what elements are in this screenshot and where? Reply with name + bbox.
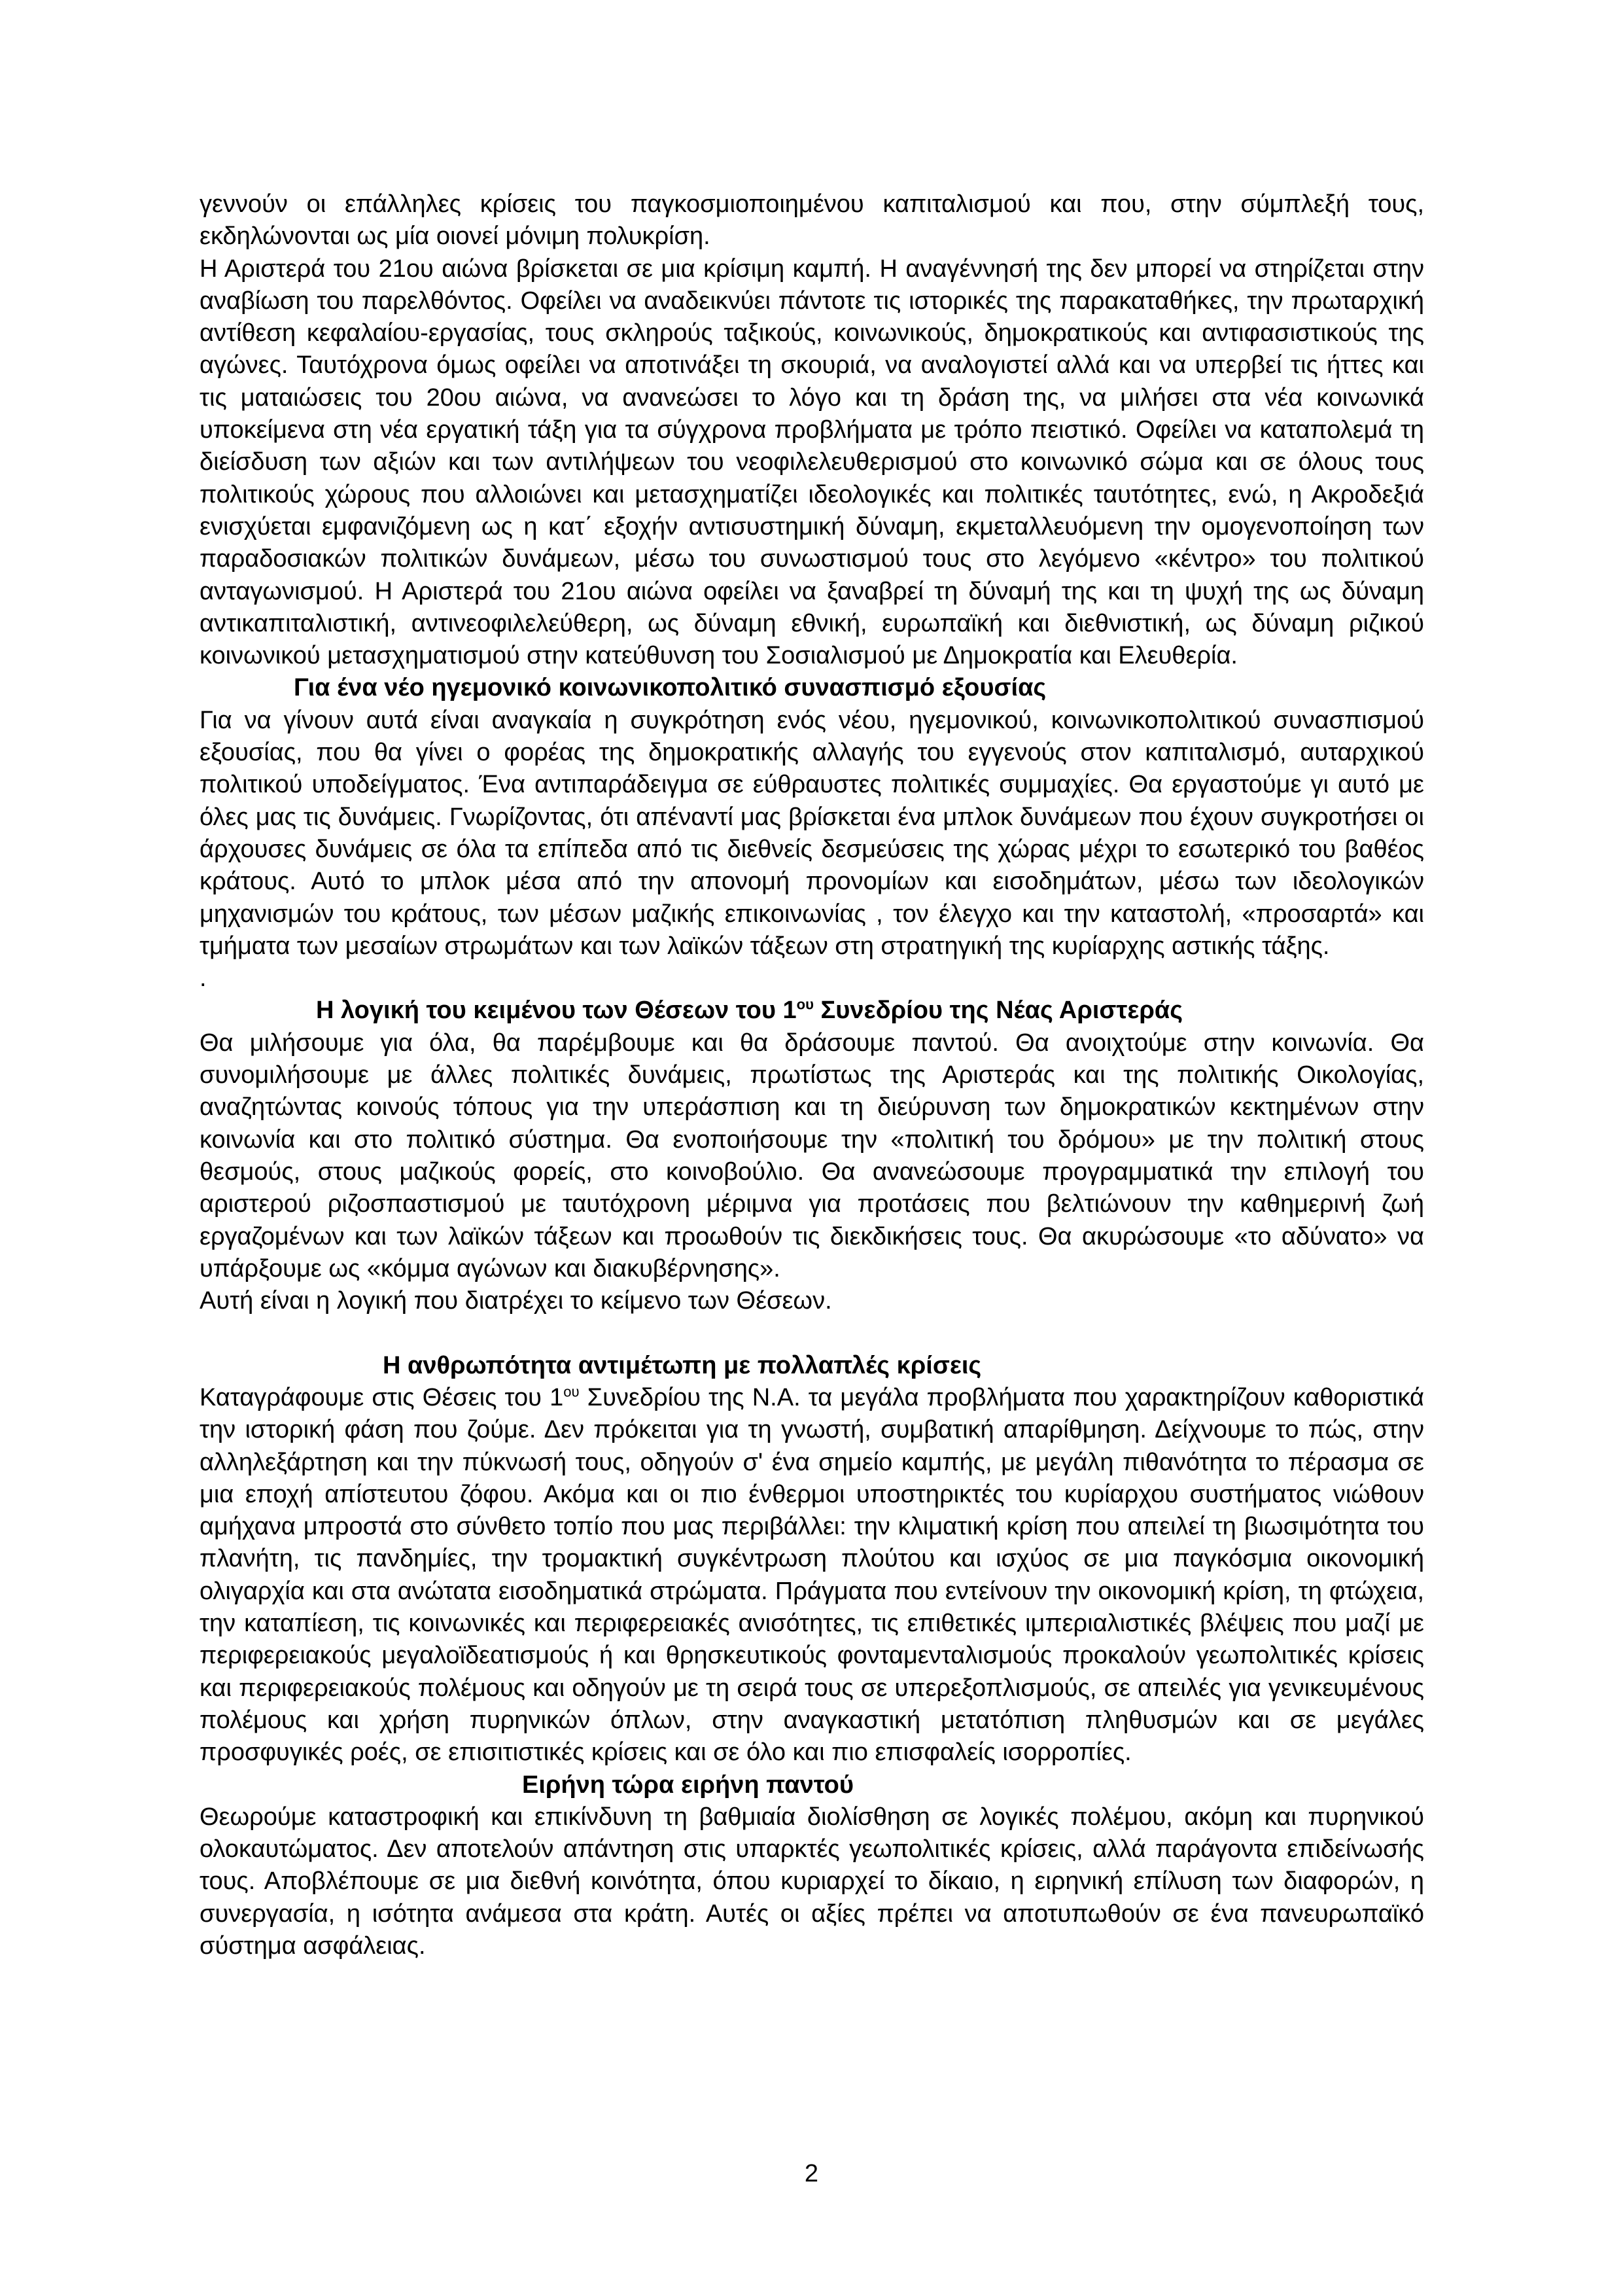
page-number: 2 <box>804 2160 819 2187</box>
heading-text-post: Συνεδρίου της Νέας Αριστεράς <box>813 997 1183 1025</box>
section-heading-theses-logic <box>316 995 1424 1027</box>
paragraph-humanity-crises <box>200 1382 1424 1769</box>
paragraph-theses-logic-closing: Αυτή είναι η λογική που διατρέχει το κείμενο των Θέσεων. <box>200 1287 832 1315</box>
stray-period-line: . <box>200 964 207 993</box>
section-heading-humanity-crises: Η ανθρωπότητα αντιμέτωπη με πολλαπλές κρίσεις <box>383 1351 982 1379</box>
text-block <box>200 188 1424 1962</box>
paragraph-peace: Θεωρούμε καταστροφική και επικίνδυνη τη βαθμιαία διολίσθηση σε λογικές πολέμου, ακόμη και πυρηνικού ολοκαυτώματος. Δεν αποτελούν απάντηση στις υπαρκτές γεωπολιτικές κρίσεις, αλλά παράγοντα επιδείνωσής τους. Αποβλέπουμε σε μια διεθνή κοινότητα, όπου κυριαρχεί το δίκαιο, η ειρηνική επίλυση των διαφορών, η συνεργασία, η ισότητα ανάμεσα στα κράτη. Αυτές οι αξίες πρέπει να αποτυπωθούν σε ένα πανευρωπαϊκό σύστημα ασφάλειας. <box>200 1803 1424 1960</box>
paragraph-theses-logic: Θα μιλήσουμε για όλα, θα παρέμβουμε και θα δράσουμε παντού. Θα ανοιχτούμε στην κοινωνία. Θα συνομιλήσουμε με άλλες πολιτικές δυνάμεις, πρωτίστως της Αριστεράς και της πολιτικής Οικολογίας, αναζητώντας κοινούς τόπους για την υπεράσπιση και τη διεύρυνση των δημοκρατικών κεκτημένων στην κοινωνία και στο πολιτικό σύστημα. Θα ενοποιήσουμε την «πολιτική του δρόμου» με την πολιτική στους θεσμούς, στους μαζικούς φορείς, στο κοινοβούλιο. Θα ανανεώσουμε προγραμματικά την επιλογή του αριστερού ριζοσπαστισμού με ταυτόχρονη μέριμνα για προτάσεις που βελτιώνουν την καθημερινή ζωή εργαζομένων και των λαϊκών τάξεων και προωθούν τις διεκδικήσεις τους. Θα ακυρώσουμε «το αδύνατο» να υπάρξουμε ως «κόμμα αγώνων και διακυβέρνησης». <box>200 1029 1424 1282</box>
paragraph-text-pre: Καταγράφουμε στις Θέσεις του 1 <box>200 1383 564 1411</box>
paragraph-left-21st-century: Η Αριστερά του 21ου αιώνα βρίσκεται σε μια κρίσιμη καμπή. Η αναγέννησή της δεν μπορεί να στηρίζεται στην αναβίωση του παρελθόντος. Οφείλει να αναδεικνύει πάντοτε τις ιστορικές της παρακαταθήκες, την πρωταρχική αντίθεση κεφαλαίου-εργασίας, τους σκληρούς ταξικούς, κοινωνικούς, δημοκρατικούς και αντιφασιστικούς της αγώνες. Ταυτόχρονα όμως οφείλει να αποτινάξει τη σκουριά, να αναλογιστεί αλλά και να υπερβεί τις ήττες και τις ματαιώσεις του 20ου αιώνα, να ανανεώσει το λόγο και τη δράση της, να μιλήσει στα νέα κοινωνικά υποκείμενα στη νέα εργατική τάξη για τα σύγχρονα προβλήματα με τρόπο πειστικό. Οφείλει να καταπολεμά τη διείσδυση των αξιών και των αντιλήψεων του νεοφιλελευθερισμού στο κοινωνικό σώμα και σε όλους τους πολιτικούς χώρους που αλλοιώνει και μετασχηματίζει ιδεολογικές και πολιτικές ταυτότητες, ενώ, η Ακροδεξιά ενισχύεται εμφανιζόμενη ως η κατ΄ εξοχήν αντισυστημική δύναμη, εκμεταλλευόμενη την ομογενοποίηση των παραδοσιακών πολιτικών δυνάμεων, μέσω του συνωστισμού τους στο λεγόμενο «κέντρο» του πολιτικού ανταγωνισμού. Η Αριστερά του 21ου αιώνα οφείλει να ξαναβρεί τη δύναμή της και τη ψυχή της ως δύναμη αντικαπιταλιστική, αντινεοφιλελεύθερη, ως δύναμη εθνική, ευρωπαϊκή και διεθνιστική, ως δύναμη ριζικού κοινωνικού μετασχηματισμού στην κατεύθυνση του Σοσιαλισμού με Δημοκρατία και Ελευθερία. <box>200 255 1424 670</box>
heading-text-pre: Η λογική του κειμένου των Θέσεων του 1 <box>316 997 797 1025</box>
section-heading-power-coalition: Για ένα νέο ηγεμονικό κοινωνικοπολιτικό συνασπισμό εξουσίας <box>294 674 1047 702</box>
ordinal-superscript: ου <box>563 1383 580 1400</box>
ordinal-superscript: ου <box>796 996 814 1013</box>
paragraph-continuation: γεννούν οι επάλληλες κρίσεις του παγκοσμιοποιημένου καπιταλισμού και που, στην σύμπλεξή τους, εκδηλώνονται ως μία οιονεί μόνιμη πολυκρίση. <box>200 190 1424 251</box>
paragraph-coalition: Για να γίνουν αυτά είναι αναγκαία η συγκρότηση ενός νέου, ηγεμονικού, κοινωνικοπολιτικού συνασπισμού εξουσίας, που θα γίνει ο φορέας της δημοκρατικής αλλαγής του εγγενούς στον καπιταλισμό, αυταρχικού πολιτικού υποδείγματος. Ένα αντιπαράδειγμα σε εύθραυστες πολιτικές συμμαχίες. Θα εργαστούμε γι αυτό με όλες μας τις δυνάμεις. Γνωρίζοντας, ότι απέναντί μας βρίσκεται ένα μπλοκ δυνάμεων που έχουν συγκροτήσει οι άρχουσες δυνάμεις σε όλα τα επίπεδα από τις διεθνείς δεσμεύσεις της χώρας μέχρι το εσωτερικό του βαθέος κράτους. Αυτό το μπλοκ μέσα από την απονομή προνομίων και εισοδημάτων, μέσω των ιδεολογικών μηχανισμών του κράτους, των μέσων μαζικής επικοινωνίας , τον έλεγχο και την καταστολή, «προσαρτά» και τμήματα των μεσαίων στρωμάτων και των λαϊκών τάξεων στη στρατηγική της κυρίαρχης αστικής τάξης. <box>200 706 1424 960</box>
paragraph-text-post: Συνεδρίου της Ν.Α. τα μεγάλα προβλήματα που χαρακτηρίζουν καθοριστικά την ιστορική φάση που ζούμε. Δεν πρόκειται για τη γνωστή, συμβατική απαρίθμηση. Δείχνουμε το πώς, στην αλληλεξάρτηση και την πύκνωσή τους, οδηγούν σ' ένα σημείο καμπής, με μεγάλη πιθανότητα το πέρασμα σε μια εποχή απίστευτου ζόφου. Ακόμα και οι πιο ένθερμοι υποστηρικτές του κυρίαρχου συστήματος νιώθουν αμήχανα μπροστά στο σύνθετο τοπίο που μας περιβάλλει: την κλιματική κρίση που απειλεί τη βιωσιμότητα του πλανήτη, τις πανδημίες, την τρομακτική συγκέντρωση πλούτου και ισχύος σε μια παγκόσμια οικονομική ολιγαρχία και στα ανώτατα εισοδηματικά στρώματα. Πράγματα που εντείνουν την οικονομική κρίση, τη φτώχεια, την καταπίεση, τις κοινωνικές και περιφερειακές ανισότητες, τις επιθετικές ιμπεριαλιστικές βλέψεις που μαζί με περιφερειακούς μεγαλοϊδεατισμούς ή και θρησκευτικούς φονταμενταλισμούς προκαλούν γεωπολιτικές κρίσεις και περιφερειακούς πολέμους και οδηγούν με τη σειρά τους σε υπερεξοπλισμούς, σε απειλές για γενικευμένους πολέμους και χρήση πυρηνικών όπλων, στην αναγκαστική μετατόπιση πληθυσμών και σε μεγάλες προσφυγικές ροές, σε επισιτιστικές κρίσεις και σε όλο και πιο επισφαλείς ισορροπίες. <box>200 1383 1424 1767</box>
section-heading-peace: Ειρήνη τώρα ειρήνη παντού <box>522 1771 854 1799</box>
